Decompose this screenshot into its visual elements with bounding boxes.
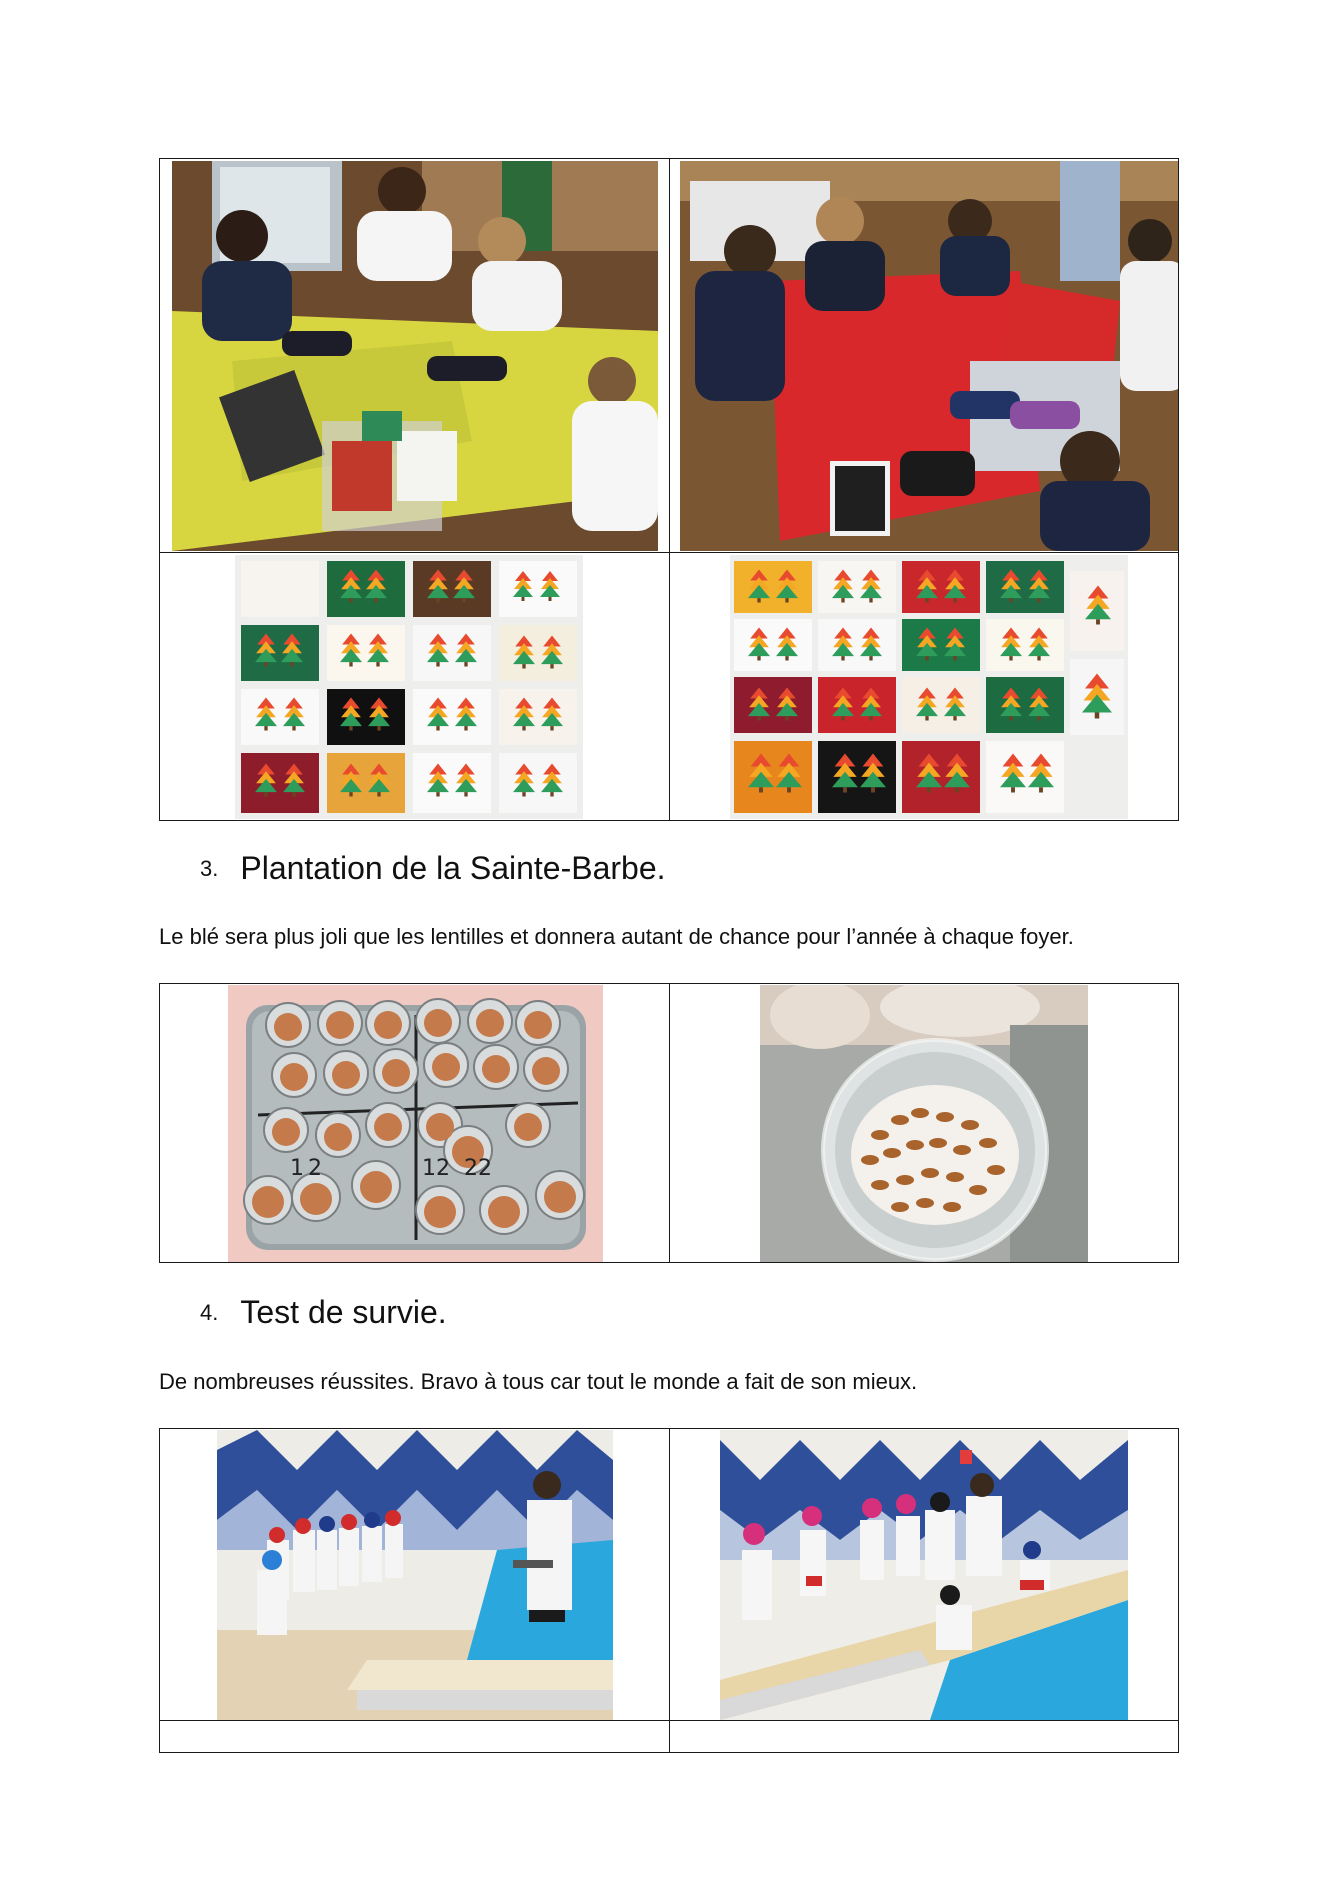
tray-label-2: 2 bbox=[308, 1156, 322, 1181]
christmas-cards-photo-2 bbox=[730, 555, 1128, 819]
pool-edge-photo bbox=[720, 1430, 1128, 1720]
section-3-title: Plantation de la Sainte-Barbe. bbox=[240, 850, 666, 886]
pool-group-photo bbox=[217, 1430, 613, 1720]
crafts-photo-cell-4 bbox=[669, 553, 1179, 821]
tray-label-22: 22 bbox=[464, 1156, 492, 1181]
section-3-heading bbox=[200, 850, 666, 887]
classroom-red-table-photo bbox=[680, 161, 1179, 551]
pool-empty-cell-1 bbox=[160, 1721, 670, 1753]
section-4-text: De nombreuses réussites. Bravo à tous car tout le monde a fait de son mieux. bbox=[159, 1369, 918, 1394]
wheat-jar-photo bbox=[760, 985, 1088, 1262]
crafts-photo-table bbox=[159, 158, 1179, 821]
section-3-text: Le blé sera plus joli que les lentilles et donnera autant de chance pour l’année à chaque foyer. bbox=[159, 924, 1074, 949]
pool-photo-cell-2 bbox=[669, 1429, 1179, 1721]
crafts-photo-cell-1 bbox=[160, 159, 670, 553]
wheat-photo-cell-2 bbox=[669, 984, 1179, 1263]
section-4-heading bbox=[200, 1294, 447, 1331]
tray-label-1: 1 bbox=[290, 1156, 304, 1181]
pool-empty-cell-2 bbox=[669, 1721, 1179, 1753]
tray-label-12: 12 bbox=[422, 1156, 450, 1181]
pool-photo-cell-1 bbox=[160, 1429, 670, 1721]
wheat-tray-photo bbox=[228, 985, 603, 1262]
pool-photo-table bbox=[159, 1428, 1179, 1753]
crafts-photo-cell-3 bbox=[160, 553, 670, 821]
section-4-number: 4. bbox=[200, 1300, 219, 1325]
christmas-cards-photo-1 bbox=[235, 555, 583, 819]
wheat-photo-cell-1 bbox=[160, 984, 670, 1263]
section-4-title: Test de survie. bbox=[240, 1294, 447, 1330]
classroom-yellow-table-photo bbox=[172, 161, 658, 551]
crafts-photo-cell-2 bbox=[669, 159, 1179, 553]
wheat-photo-table bbox=[159, 983, 1179, 1263]
section-3-number: 3. bbox=[200, 856, 219, 881]
